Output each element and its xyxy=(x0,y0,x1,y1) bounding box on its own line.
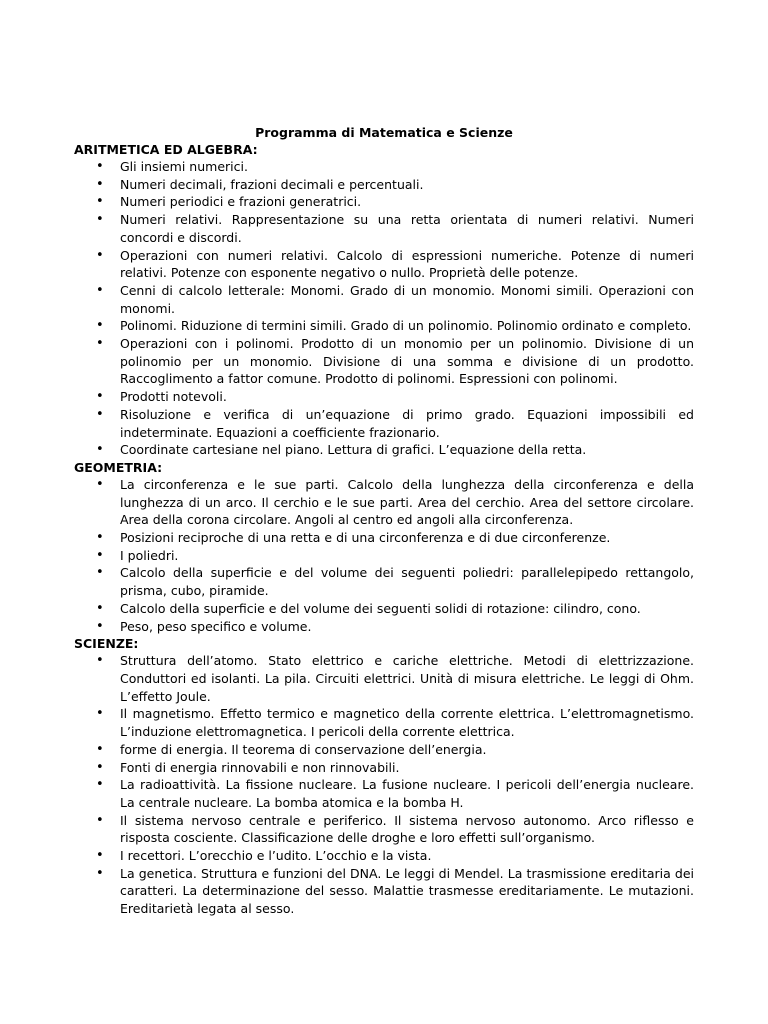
list-item: • Calcolo della superficie e del volume dei seguenti poliedri: parallelepipedo rettangolo, prisma, cubo, piramide. xyxy=(74,564,694,599)
list-scienze xyxy=(74,652,694,918)
list-item: • Fonti di energia rinnovabili e non rinnovabili. xyxy=(74,759,694,777)
list-item: • Posizioni reciproche di una retta e di una circonferenza e di due circonferenze. xyxy=(74,529,694,547)
list-item: • Gli insiemi numerici. xyxy=(74,158,694,176)
list-item: • forme di energia. Il teorema di conservazione dell’energia. xyxy=(74,741,694,759)
list-item: • La radioattività. La fissione nucleare. La fusione nucleare. I pericoli dell’energia nucleare. La centrale nucleare. La bomba atomica e la bomba H. xyxy=(74,776,694,811)
section-heading-aritmetica: ARITMETICA ED ALGEBRA: xyxy=(74,142,258,157)
list-item: • Risoluzione e verifica di un’equazione di primo grado. Equazioni impossibili ed indeterminate. Equazioni a coefficiente frazionario. xyxy=(74,406,694,441)
list-item: • La circonferenza e le sue parti. Calcolo della lunghezza della circonferenza e della lunghezza di un arco. Il cerchio e le sue parti. Area del cerchio. Area del settore circolare. Area della corona circolare. Angoli al centro ed angoli alla circonferenza. xyxy=(74,476,694,529)
list-item: • La genetica. Struttura e funzioni del DNA. Le leggi di Mendel. La trasmissione ereditaria dei caratteri. La determinazione del sesso. Malattie trasmesse ereditariamente. Le mutazioni. Ereditarietà legata al sesso. xyxy=(74,865,694,918)
list-item: • I poliedri. xyxy=(74,547,694,565)
list-item: • Numeri decimali, frazioni decimali e percentuali. xyxy=(74,176,694,194)
list-item: • Numeri periodici e frazioni generatrici. xyxy=(74,193,694,211)
list-item: • Cenni di calcolo letterale: Monomi. Grado di un monomio. Monomi simili. Operazioni con monomi. xyxy=(74,282,694,317)
list-item: • Il sistema nervoso centrale e periferico. Il sistema nervoso autonomo. Arco riflesso e risposta cosciente. Classificazione delle droghe e loro effetti sull’organismo. xyxy=(74,812,694,847)
list-item: • Prodotti notevoli. xyxy=(74,388,694,406)
list-item: • Numeri relativi. Rappresentazione su una retta orientata di numeri relativi. Numeri concordi e discordi. xyxy=(74,211,694,246)
list-item: • Operazioni con numeri relativi. Calcolo di espressioni numeriche. Potenze di numeri relativi. Potenze con esponente negativo o nullo. Proprietà delle potenze. xyxy=(74,247,694,282)
list-item: • Struttura dell’atomo. Stato elettrico e cariche elettriche. Metodi di elettrizzazione. Conduttori ed isolanti. La pila. Circuiti elettrici. Unità di misura elettriche. Le leggi di Ohm. L’effetto Joule. xyxy=(74,652,694,705)
list-item: • Coordinate cartesiane nel piano. Lettura di grafici. L’equazione della retta. xyxy=(74,441,694,459)
document-title: Programma di Matematica e Scienze xyxy=(255,125,513,140)
list-item: • Peso, peso specifico e volume. xyxy=(74,618,694,636)
document-page xyxy=(74,124,694,918)
section-heading-geometria: GEOMETRIA: xyxy=(74,459,163,475)
list-aritmetica xyxy=(74,158,694,459)
section-heading-scienze: SCIENZE: xyxy=(74,636,139,652)
list-geometria xyxy=(74,476,694,635)
list-item: • Il magnetismo. Effetto termico e magnetico della corrente elettrica. L’elettromagnetismo. L’induzione elettromagnetica. I pericoli della corrente elettrica. xyxy=(74,705,694,740)
list-item: • Polinomi. Riduzione di termini simili. Grado di un polinomio. Polinomio ordinato e completo. xyxy=(74,317,694,335)
list-item: • I recettori. L’orecchio e l’udito. L’occhio e la vista. xyxy=(74,847,694,865)
list-item: • Operazioni con i polinomi. Prodotto di un monomio per un polinomio. Divisione di un polinomio per un monomio. Divisione di una somma e divisione di un prodotto. Raccoglimento a fattor comune. Prodotto di polinomi. Espressioni con polinomi. xyxy=(74,335,694,388)
list-item: • Calcolo della superficie e del volume dei seguenti solidi di rotazione: cilindro, cono. xyxy=(74,600,694,618)
